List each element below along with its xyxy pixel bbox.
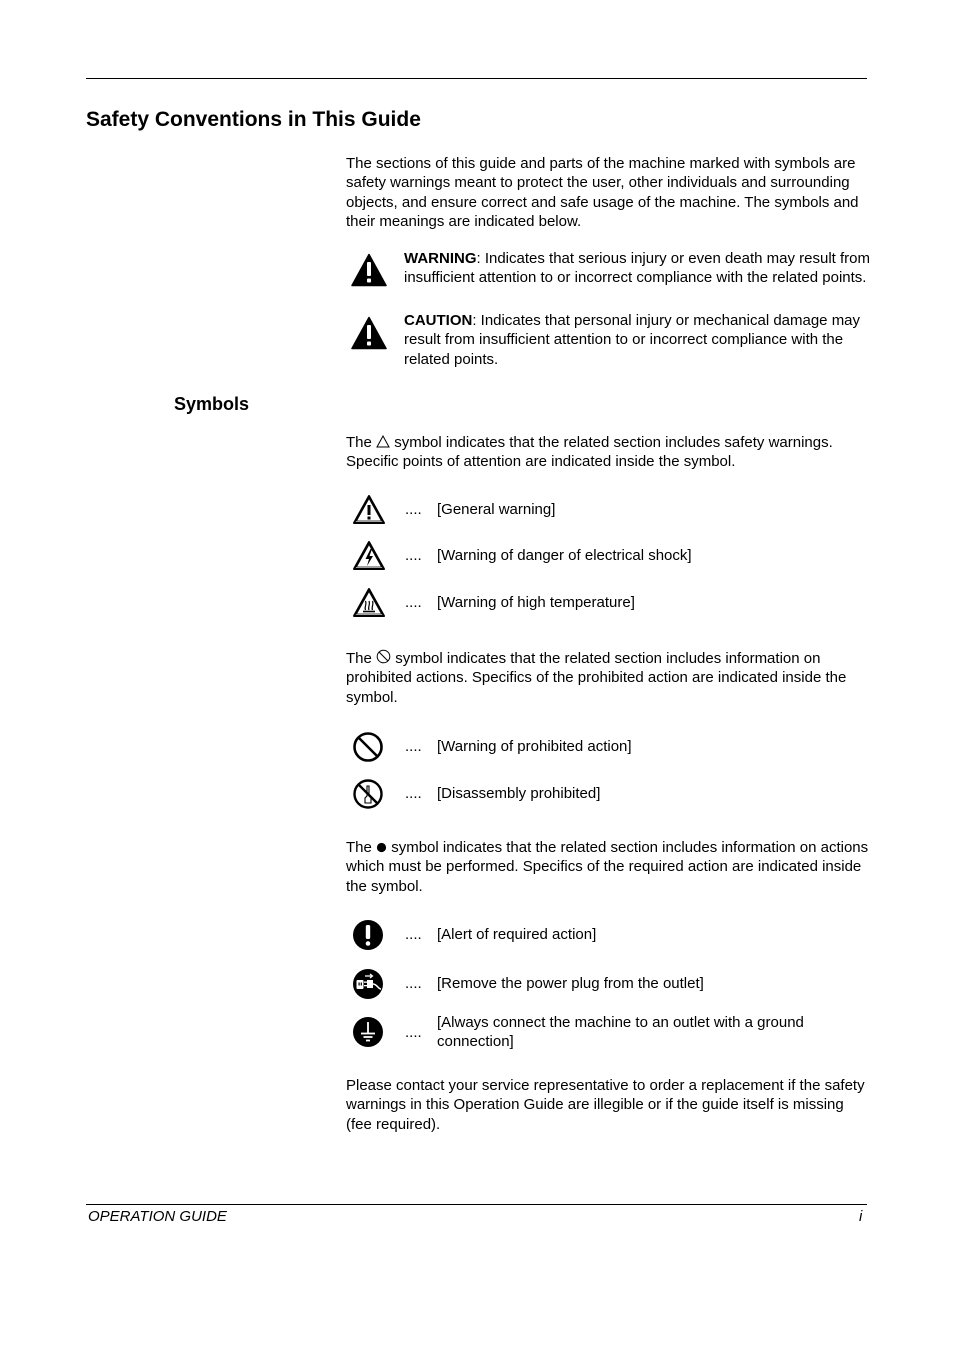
warning-notice <box>404 249 871 288</box>
dots-leader: .... <box>405 594 422 611</box>
prohibited-action-icon <box>352 731 384 763</box>
electrical-shock-icon <box>352 540 386 571</box>
remove-plug-icon <box>352 968 384 1000</box>
disassembly-prohibited-icon <box>352 778 384 810</box>
dots-leader: .... <box>405 547 422 564</box>
caution-term: CAUTION <box>404 312 473 329</box>
intro-paragraph: The sections of this guide and parts of the machine marked with symbols are safety warnings meant to protect the user, other individuals and surrounding objects, and ensure correct and safe usage of the machine. The symbols and their meanings are indicated below. <box>346 155 859 231</box>
warning-term: WARNING <box>404 250 477 267</box>
high-temperature-icon <box>352 587 386 618</box>
triangle-intro-post: symbol indicates that the related section includes safety warnings. Specific points of attention are indicated inside the symbol. <box>346 434 833 471</box>
required-action-icon <box>352 919 384 951</box>
filled-circle-icon <box>376 842 387 853</box>
dots-leader: .... <box>405 926 422 943</box>
dots-leader: .... <box>405 738 422 755</box>
symbol-label: [Warning of prohibited action] <box>437 738 632 755</box>
header-rule <box>86 78 867 79</box>
prohibition-outline-icon <box>376 649 391 664</box>
symbol-label: [Warning of danger of electrical shock] <box>437 547 692 564</box>
closing-paragraph: Please contact your service representative to order a replacement if the safety warnings in this Operation Guide are illegible or if the guide itself is missing (fee required). <box>346 1077 865 1133</box>
page-title: Safety Conventions in This Guide <box>86 108 421 131</box>
dots-leader: .... <box>405 975 422 992</box>
caution-icon <box>351 316 387 350</box>
prohibit-intro-pre: The <box>346 650 372 667</box>
symbol-label: [Remove the power plug from the outlet] <box>437 975 704 992</box>
triangle-outline-icon <box>376 435 390 448</box>
warning-text: : Indicates that serious injury or even death may result from insufficient attention to or incorrect compliance with the related points. <box>404 250 871 287</box>
required-intro-pre: The <box>346 839 372 856</box>
symbol-label: [General warning] <box>437 501 556 518</box>
warning-icon <box>351 253 387 287</box>
prohibit-intro <box>346 649 871 707</box>
ground-connection-icon <box>352 1016 384 1048</box>
caution-text: : Indicates that personal injury or mechanical damage may result from insufficient attention to or incorrect compliance with the related points. <box>404 312 861 368</box>
dots-leader: .... <box>405 1024 422 1041</box>
symbol-label: [Always connect the machine to an outlet with a ground connection] <box>437 1014 804 1051</box>
general-warning-icon <box>352 494 386 525</box>
prohibit-intro-post: symbol indicates that the related section includes information on prohibited actions. Specifics of the prohibited action are indicated inside the symbol. <box>346 650 847 706</box>
footer-rule <box>86 1204 867 1205</box>
caution-notice <box>404 311 871 369</box>
dots-leader: .... <box>405 501 422 518</box>
triangle-intro-pre: The <box>346 434 372 451</box>
triangle-intro <box>346 433 871 472</box>
symbol-label: [Disassembly prohibited] <box>437 785 601 802</box>
required-intro <box>346 838 871 896</box>
footer-guide-name: OPERATION GUIDE <box>88 1208 227 1225</box>
symbol-label: [Warning of high temperature] <box>437 594 635 611</box>
required-intro-post: symbol indicates that the related section includes information on actions which must be performed. Specifics of the required action are indicated inside the symbol. <box>346 839 869 895</box>
symbol-label: [Alert of required action] <box>437 926 597 943</box>
symbols-heading: Symbols <box>174 394 250 414</box>
footer-page-number: i <box>859 1208 863 1225</box>
dots-leader: .... <box>405 785 422 802</box>
